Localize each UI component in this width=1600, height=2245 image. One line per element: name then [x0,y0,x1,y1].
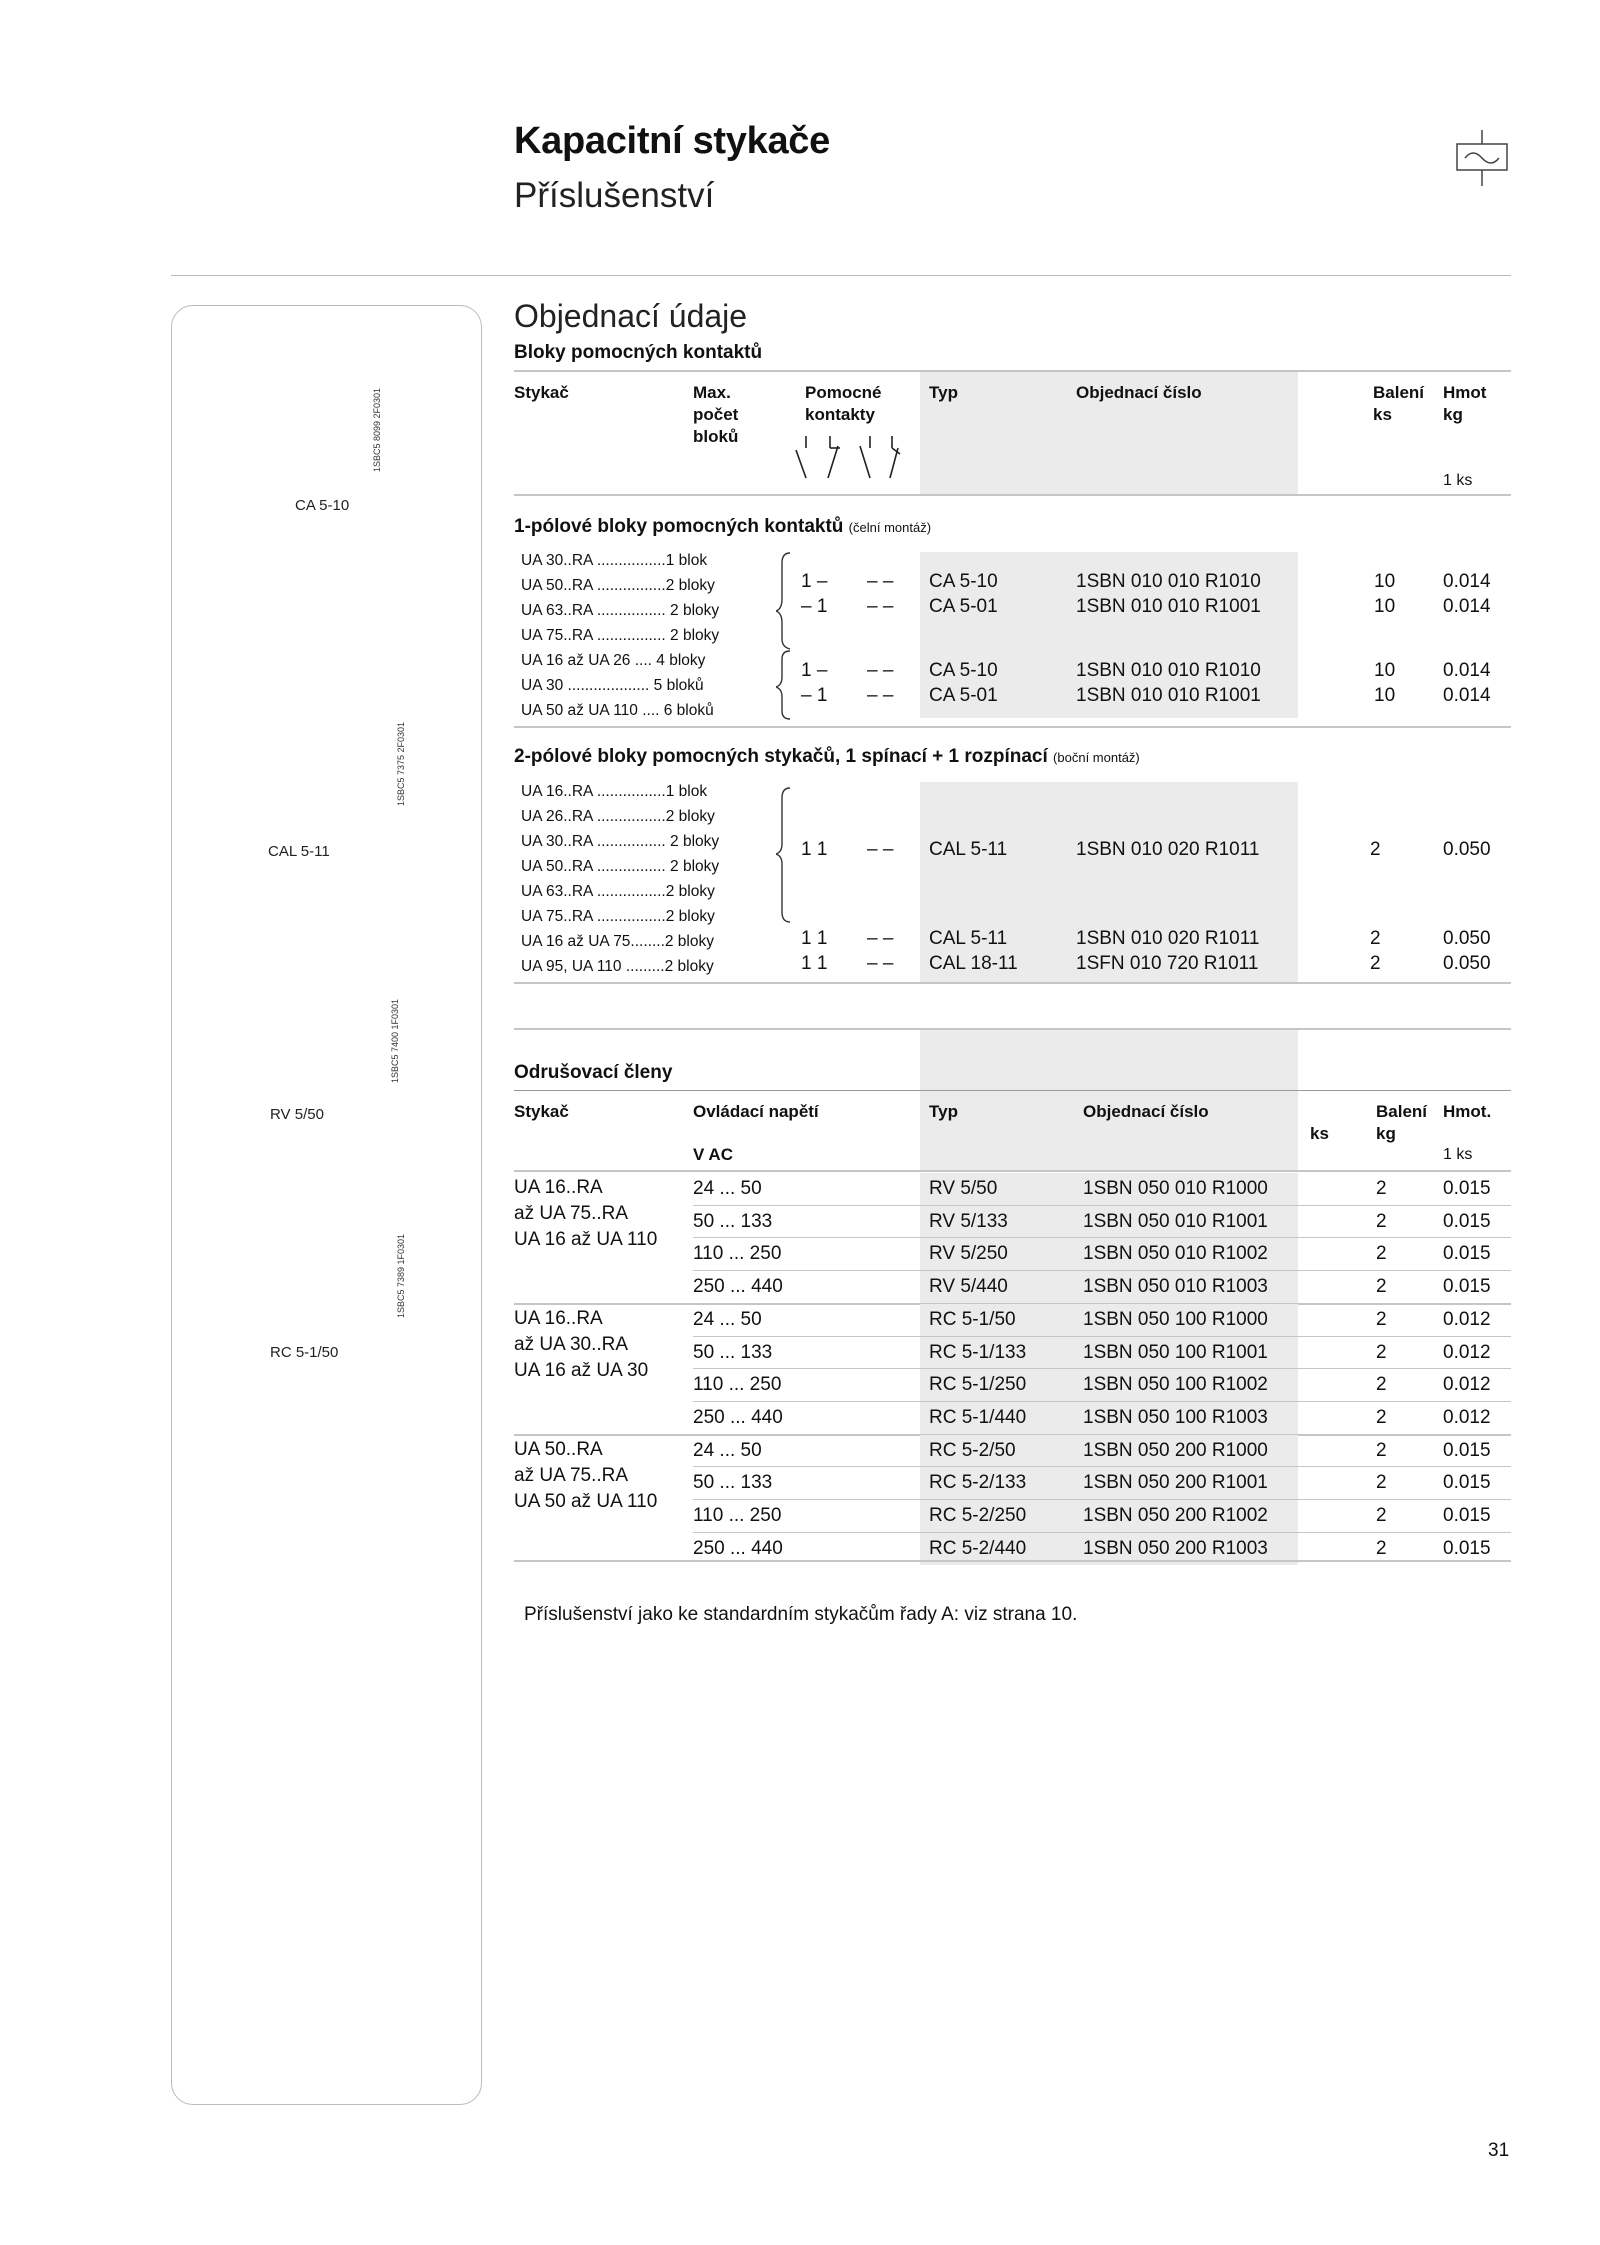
cell-kg: 0.015 [1443,1537,1491,1559]
page-number: 31 [1488,2140,1510,2161]
cell-kg: 0.015 [1443,1210,1491,1232]
cell-obj: 1SBN 050 100 R1002 [1083,1374,1268,1396]
col-header-objednaci: Objednací číslo [1076,383,1202,402]
cell-kg: 0.015 [1443,1243,1491,1265]
unit-label: 1 ks [1443,1146,1473,1163]
cell-typ: RC 5-2/133 [929,1472,1027,1494]
cell-ks: 2 [1376,1341,1387,1363]
cell-v: 110 ... 250 [693,1374,782,1396]
col-header-hmot: Hmot kg [1443,383,1487,424]
image-label: CAL 5-11 [268,843,330,860]
cell-typ: RC 5-2/440 [929,1537,1027,1559]
col-header-vac: V AC [693,1145,733,1164]
col-header-baleni: Balení kg [1376,1102,1428,1143]
title-underline [514,1090,1511,1091]
product-image-sidebar [171,305,482,2105]
list-item: UA 16 až UA 75........2 bloky [521,933,714,950]
cell-ks: 2 [1376,1439,1387,1461]
group1-contactor-list [521,548,719,723]
cell-kg: 0.012 [1443,1341,1491,1363]
capacitor-contactor-icon [1455,130,1509,186]
list-item: UA 95, UA 110 .........2 bloky [521,958,714,975]
supp-table-title: Odrušovací členy [514,1062,673,1083]
cell-obj: 1SBN 050 010 R1003 [1083,1276,1268,1298]
image-label: CA 5-10 [295,497,350,514]
section-title: Objednací údaje [514,298,748,334]
list-item: UA 50 až UA 110 [514,1490,658,1512]
list-item: UA 16 až UA 110 [514,1229,658,1250]
cell-kg: 0.012 [1443,1406,1491,1428]
brace-icon [776,551,790,721]
cell-obj: 1SBN 050 010 R1000 [1083,1178,1268,1199]
cell-obj: 1SBN 050 100 R1003 [1083,1406,1268,1428]
cell-typ: RV 5/440 [929,1276,1008,1298]
cell-ks: 2 [1376,1406,1387,1428]
cell-v: 24 ... 50 [693,1308,762,1330]
shaded-column [920,782,1298,982]
cell-obj: 1SBN 050 200 R1003 [1083,1537,1268,1559]
col-header-stykac: Stykač [514,1102,569,1121]
image-code: 1SBC5 8099 2F0301 [372,387,382,472]
col-header-typ: Typ [929,383,958,402]
list-item: UA 50..RA ................ 2 bloky [521,858,720,875]
cell-v: 50 ... 133 [693,1472,773,1494]
cell-v: 250 ... 440 [693,1406,783,1428]
cell-ks: 2 [1376,1178,1387,1199]
cell-obj: 1SBN 050 200 R1001 [1083,1472,1268,1494]
cell-ks: 2 [1376,1308,1387,1330]
cell-typ: RC 5-2/50 [929,1439,1016,1461]
list-item: UA 75..RA ................2 bloky [521,908,715,925]
header-divider [171,275,1511,276]
cell-obj: 1SBN 050 100 R1000 [1083,1308,1268,1330]
col-header-stykac: Stykač [514,383,569,402]
list-item: UA 16..RA [514,1307,603,1329]
list-item: UA 30..RA ................1 blok [521,552,708,569]
group1-title: 1-pólové bloky pomocných kontaktů (čelní montáž) [514,516,932,537]
footnote: Příslušenství jako ke standardním stykačům řady A: viz strana 10. [524,1604,1078,1625]
cell-ks: 2 [1376,1537,1387,1559]
image-code: 1SBC5 7400 1F0301 [390,998,400,1083]
list-item: UA 30..RA ................ 2 bloky [521,833,720,850]
cell-v: 250 ... 440 [693,1276,783,1298]
cell-kg: 0.012 [1443,1308,1491,1330]
cell-typ: RC 5-1/133 [929,1341,1027,1363]
cell-ks: 2 [1376,1210,1387,1232]
image-label: RC 5-1/50 [270,1344,339,1361]
cell-kg: 0.015 [1443,1178,1491,1199]
col-header-ks: ks [1310,1124,1329,1143]
cell-v: 24 ... 50 [693,1439,762,1461]
list-item: až UA 75..RA [514,1203,629,1224]
contactor-group-names [514,1437,657,1515]
cell-typ: RC 5-2/250 [929,1505,1027,1526]
cell-v: 110 ... 250 [693,1243,782,1265]
list-item: až UA 30..RA [514,1333,629,1355]
cell-kg: 0.015 [1443,1505,1491,1526]
cell-typ: RV 5/50 [929,1178,998,1199]
page-title: Kapacitní stykače [514,120,830,162]
cell-kg: 0.015 [1443,1276,1491,1298]
cell-typ: RV 5/250 [929,1243,1008,1265]
cell-obj: 1SBN 050 200 R1000 [1083,1439,1268,1461]
header-bottom-rule [514,494,1511,496]
list-item: UA 16 až UA 26 .... 4 bloky [521,652,706,669]
aux-table-title: Bloky pomocných kontaktů [514,342,763,363]
col-header-hmot: Hmot. [1443,1102,1492,1121]
cell-typ: RC 5-1/250 [929,1374,1027,1396]
cell-v: 50 ... 133 [693,1341,773,1363]
list-item: UA 16 až UA 30 [514,1359,649,1381]
list-item: UA 16..RA ................1 blok [521,783,708,800]
col-header-baleni: Balení ks [1373,383,1425,424]
col-header-napeti: Ovládací napětí [693,1102,819,1121]
col-header-typ: Typ [929,1102,958,1121]
cell-v: 250 ... 440 [693,1537,783,1559]
brace-icon [776,786,790,926]
table-bottom-rule [514,982,1511,984]
cell-obj: 1SBN 050 010 R1002 [1083,1243,1268,1265]
list-item: UA 26..RA ................2 bloky [521,808,715,825]
image-code: 1SBC5 7389 1F0301 [396,1233,406,1318]
contactor-group-names [514,1175,657,1253]
image-label: RV 5/50 [270,1106,324,1123]
contact-symbols-icon [788,432,908,484]
header-bottom-rule [514,1170,1511,1172]
cell-ks: 2 [1376,1276,1387,1298]
cell-ks: 2 [1376,1505,1387,1526]
col-header-objednaci: Objednací číslo [1083,1102,1209,1121]
cell-obj: 1SBN 050 100 R1001 [1083,1341,1268,1363]
cell-kg: 0.015 [1443,1439,1491,1461]
list-item: UA 50 až UA 110 .... 6 bloků [521,702,714,719]
list-item: UA 50..RA ................2 bloky [521,577,715,594]
list-item: UA 50..RA [514,1438,603,1460]
list-item: UA 16..RA [514,1177,603,1198]
group2-title: 2-pólové bloky pomocných stykačů, 1 spínací + 1 rozpínací (boční montáž) [514,746,1140,767]
group2-contactor-list [521,779,719,979]
cell-v: 110 ... 250 [693,1505,782,1526]
unit-label: 1 ks [1443,472,1473,489]
cell-obj: 1SBN 050 200 R1002 [1083,1505,1268,1526]
page-subtitle: Příslušenství [514,176,715,215]
cell-v: 24 ... 50 [693,1178,762,1199]
list-item: UA 75..RA ................ 2 bloky [521,627,720,644]
image-code: 1SBC5 7375 2F0301 [396,721,406,806]
cell-ks: 2 [1376,1472,1387,1494]
contactor-group-names [514,1306,648,1384]
cell-kg: 0.012 [1443,1374,1491,1396]
cell-kg: 0.015 [1443,1472,1491,1494]
group-divider [514,726,1511,728]
list-item: UA 63..RA ................2 bloky [521,883,715,900]
list-item: až UA 75..RA [514,1464,629,1486]
col-header-max: Max. počet bloků [693,383,739,446]
table-bottom-rule [514,1560,1511,1562]
list-item: UA 30 ................... 5 bloků [521,677,704,694]
cell-typ: RC 5-1/50 [929,1308,1016,1330]
cell-obj: 1SBN 050 010 R1001 [1083,1210,1268,1232]
cell-ks: 2 [1376,1243,1387,1265]
list-item: UA 63..RA ................ 2 bloky [521,602,720,619]
cell-ks: 2 [1376,1374,1387,1396]
col-header-pomocne: Pomocné kontakty [805,383,882,424]
cell-typ: RV 5/133 [929,1210,1008,1232]
cell-typ: RC 5-1/440 [929,1406,1027,1428]
cell-v: 50 ... 133 [693,1210,773,1232]
